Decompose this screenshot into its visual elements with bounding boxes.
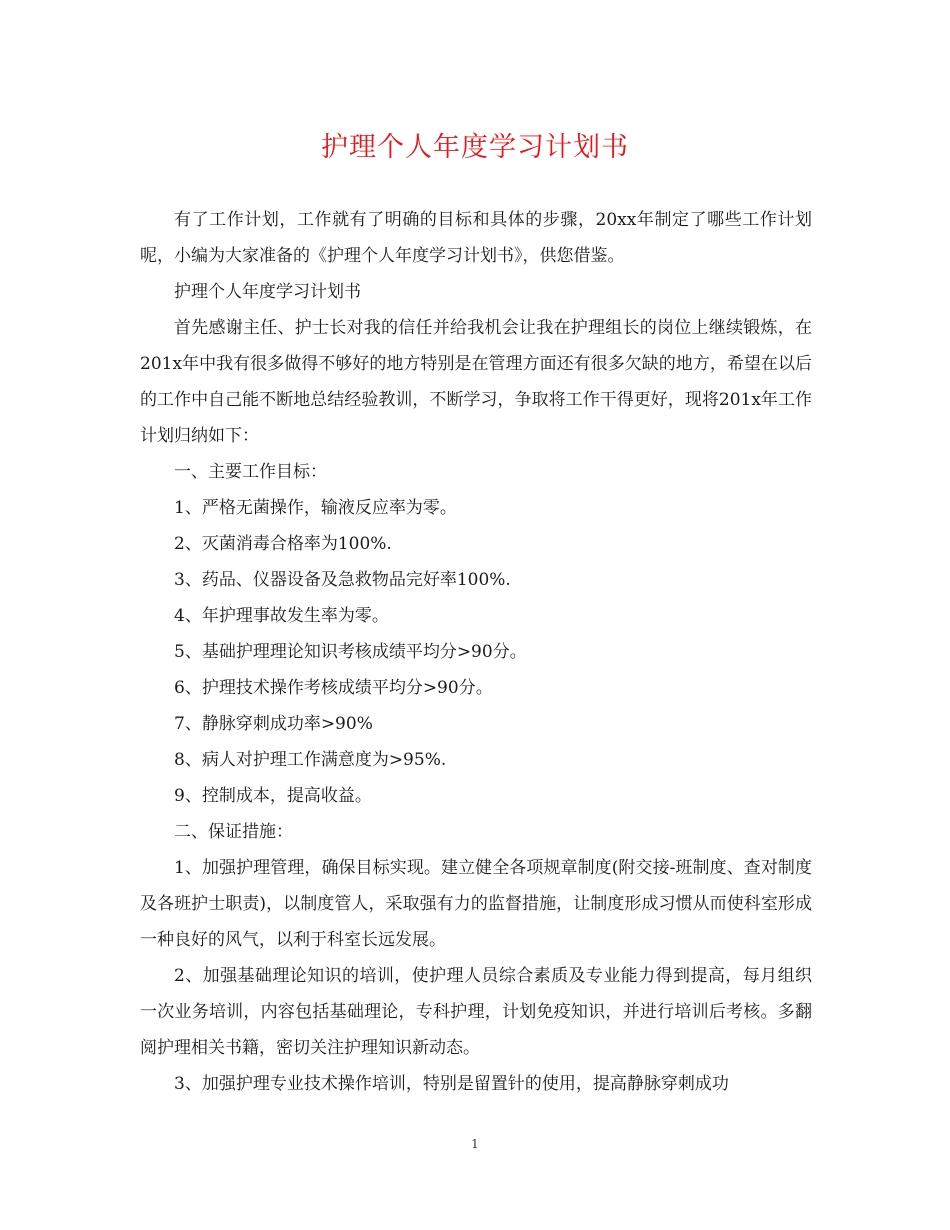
goal-item: 5、基础护理理论知识考核成绩平均分>90分。 [174,642,527,662]
goal-item: 8、病人对护理工作满意度为>95%. [174,750,447,770]
goal-item: 6、护理技术操作考核成绩平均分>90分。 [174,678,493,698]
goal-item: 1、严格无菌操作，输液反应率为零。 [174,498,457,518]
opening-paragraph: 首先感谢主任、护士长对我的信任并给我机会让我在护理组长的岗位上继续锻炼，在201x年中我有很多做得不够好的地方特别是在管理方面还有很多欠缺的地方，希望在以后的工作中自己能不断地总结经验教训，不断学习，争取将工作干得更好，现将201x年工作计划归纳如下： [140,318,812,446]
intro-paragraph: 有了工作计划，工作就有了明确的目标和具体的步骤，20xx年制定了哪些工作计划呢，小编为大家准备的《护理个人年度学习计划书》，供您借鉴。 [140,210,812,266]
goal-item: 2、灭菌消毒合格率为100%. [174,534,392,554]
measure-item: 2、加强基础理论知识的培训，使护理人员综合素质及专业能力得到提高，每月组织一次业务培训，内容包括基础理论，专科护理，计划免疫知识，并进行培训后考核。多翻阅护理相关书籍，密切关注护理知识新动态。 [140,966,812,1058]
goal-item: 9、控制成本，提高收益。 [174,786,372,806]
goal-item: 7、静脉穿刺成功率>90% [174,714,373,734]
goal-item: 4、年护理事故发生率为零。 [174,606,389,626]
section-heading-measures: 二、保证措施： [174,822,293,842]
subtitle-paragraph: 护理个人年度学习计划书 [174,282,361,302]
document-title: 护理个人年度学习计划书 [321,132,629,163]
goal-item: 3、药品、仪器设备及急救物品完好率100%. [174,570,511,590]
measure-item: 3、加强护理专业技术操作培训，特别是留置针的使用，提高静脉穿刺成功 [174,1074,729,1094]
section-heading-goals: 一、主要工作目标： [174,462,327,482]
page-number: 1 [471,1137,479,1151]
measure-item: 1、加强护理管理，确保目标实现。建立健全各项规章制度(附交接-班制度、查对制度及各班护士职责)，以制度管人，采取强有力的监督措施，让制度形成习惯从而使科室形成一种良好的风气，以利于科室长远发展。 [140,858,812,950]
document-body [140,202,812,1102]
